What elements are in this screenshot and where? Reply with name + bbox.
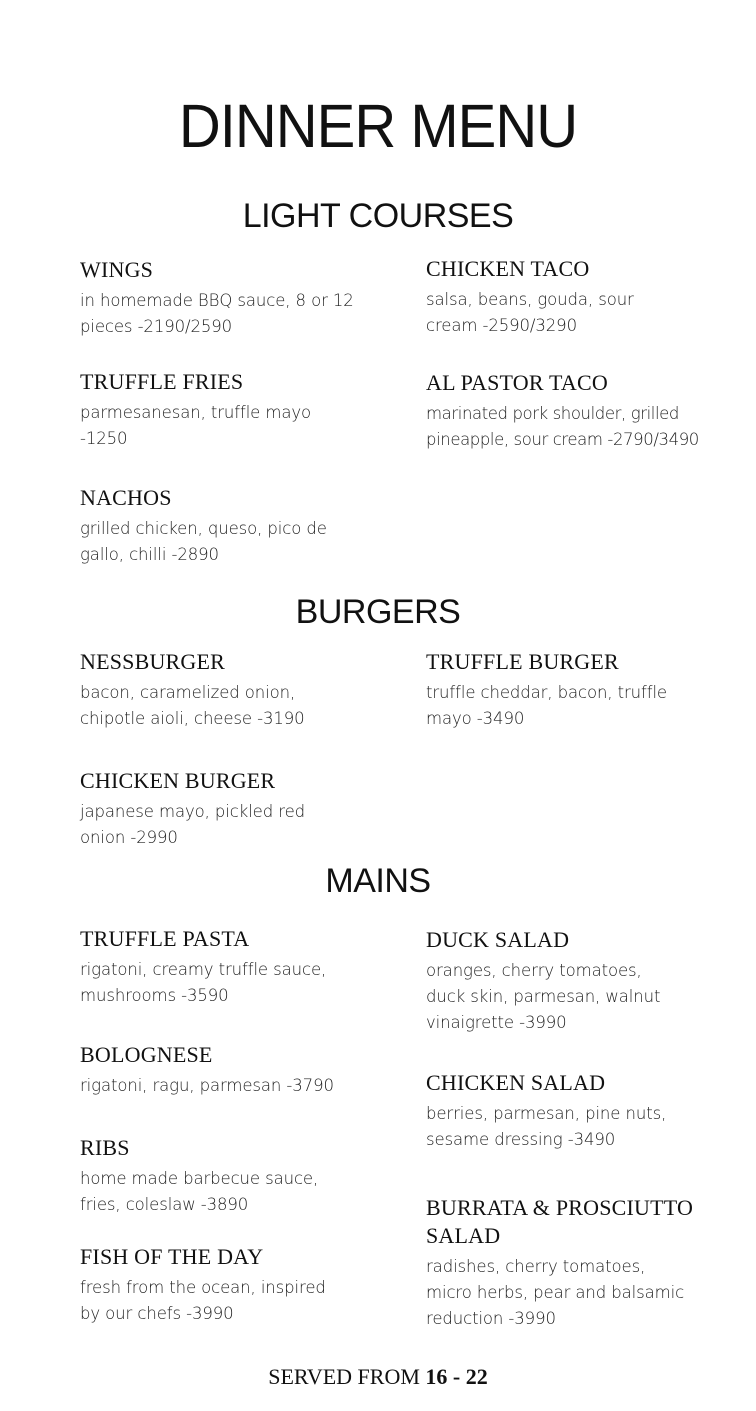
service-hours-label: SERVED FROM — [268, 1364, 420, 1389]
item-name: FISH OF THE DAY — [80, 1244, 264, 1269]
menu-item-ribs — [80, 1134, 340, 1218]
item-description: fresh from the ocean, inspired by our chefs -3990 — [80, 1278, 326, 1323]
item-name: CHICKEN BURGER — [80, 768, 276, 793]
item-name: CHICKEN TACO — [426, 256, 590, 281]
menu-item-truffle-burger — [426, 648, 696, 732]
item-name: CHICKEN SALAD — [426, 1070, 606, 1095]
service-hours — [0, 1364, 756, 1390]
menu-item-chicken-burger — [80, 767, 330, 851]
menu-item-chicken-salad — [426, 1069, 686, 1153]
item-description: rigatoni, creamy truffle sauce, mushrooms -3590 — [80, 960, 327, 1005]
item-description: truffle cheddar, bacon, truffle mayo -3490 — [426, 683, 667, 728]
service-hours-value: 16 - 22 — [425, 1364, 488, 1389]
menu-title: DINNER MENU — [178, 92, 578, 161]
item-description: salsa, beans, gouda, sour cream -2590/3290 — [426, 290, 634, 335]
item-description: home made barbecue sauce, fries, coleslaw -3890 — [80, 1169, 319, 1214]
item-name: TRUFFLE FRIES — [80, 369, 244, 394]
menu-item-fish-of-the-day — [80, 1243, 350, 1327]
item-name: AL PASTOR TACO — [426, 370, 608, 395]
item-description: oranges, cherry tomatoes, duck skin, parmesan, walnut vinaigrette -3990 — [426, 961, 661, 1032]
item-description: berries, parmesan, pine nuts, sesame dressing -3490 — [426, 1104, 667, 1149]
menu-item-al-pastor-taco — [426, 369, 726, 453]
item-description: japanese mayo, pickled red onion -2990 — [80, 802, 306, 847]
item-name: TRUFFLE BURGER — [426, 649, 619, 674]
item-name: NACHOS — [80, 485, 172, 510]
item-name: NESSBURGER — [80, 649, 226, 674]
item-description: rigatoni, ragu, parmesan -3790 — [80, 1076, 334, 1095]
section-heading-mains: MAINS — [325, 862, 431, 900]
item-description: bacon, caramelized onion, chipotle aioli, cheese -3190 — [80, 683, 305, 728]
item-name: WINGS — [80, 257, 154, 282]
section-heading-burgers: BURGERS — [295, 593, 461, 631]
menu-item-truffle-fries — [80, 368, 340, 452]
menu-item-wings — [80, 256, 380, 340]
item-description: in homemade BBQ sauce, 8 or 12 pieces -2190/2590 — [80, 291, 354, 336]
item-description: marinated pork shoulder, grilled pineapple, sour cream -2790/3490 — [426, 404, 699, 449]
menu-item-duck-salad — [426, 926, 676, 1036]
item-name: BURRATA & PROSCIUTTO SALAD — [426, 1195, 694, 1248]
item-description: grilled chicken, queso, pico de gallo, chilli -2890 — [80, 519, 327, 564]
item-name: TRUFFLE PASTA — [80, 926, 250, 951]
item-description: parmesanesan, truffle mayo -1250 — [80, 403, 312, 448]
menu-item-chicken-taco — [426, 255, 706, 339]
item-name: BOLOGNESE — [80, 1042, 213, 1067]
menu-item-burrata-prosciutto-salad — [426, 1194, 716, 1332]
item-name: RIBS — [80, 1135, 130, 1160]
item-description: radishes, cherry tomatoes, micro herbs, pear and balsamic reduction -3990 — [426, 1257, 685, 1328]
section-heading-light-courses: LIGHT COURSES — [242, 197, 514, 235]
item-name: DUCK SALAD — [426, 927, 570, 952]
menu-item-nachos — [80, 484, 360, 568]
menu-item-bolognese — [80, 1041, 370, 1099]
menu-item-truffle-pasta — [80, 925, 350, 1009]
menu-item-nessburger — [80, 648, 340, 732]
